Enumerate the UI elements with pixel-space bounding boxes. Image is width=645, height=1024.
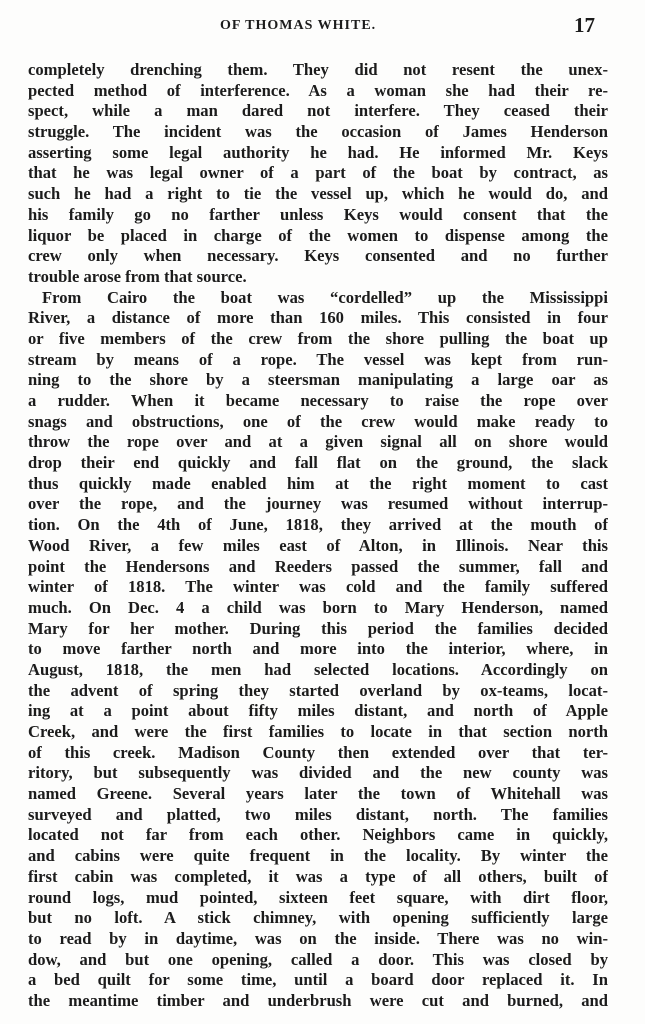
text-line: tion. On the 4th of June, 1818, they arrived at the mouth of bbox=[28, 515, 608, 535]
text-line: pected method of interference. As a woman she had their re- bbox=[28, 80, 608, 100]
text-line: ning to the shore by a steersman manipulating a large oar as bbox=[28, 370, 608, 390]
text-line: dow, and but one opening, called a door. This was closed by bbox=[28, 949, 608, 969]
text-line: that he was legal owner of a part of the boat by contract, as bbox=[28, 163, 608, 183]
text-line: located not far from each other. Neighbors came in quickly, bbox=[28, 825, 608, 845]
text-line: to move farther north and more into the interior, where, in bbox=[28, 639, 608, 659]
text-line: first cabin was completed, it was a type of all others, built of bbox=[28, 866, 608, 886]
text-line: thus quickly made enabled him at the right moment to cast bbox=[28, 473, 608, 493]
text-line: round logs, mud pointed, sixteen feet square, with dirt floor, bbox=[28, 887, 608, 907]
text-line: Creek, and were the first families to locate in that section north bbox=[28, 722, 608, 741]
text-line: crew only when necessary. Keys consented and no further bbox=[28, 246, 608, 266]
running-title: OF THOMAS WHITE. bbox=[220, 18, 377, 33]
text-line: River, a distance of more than 160 miles. This consisted in four bbox=[28, 308, 608, 328]
text-line: throw the rope over and at a given signal all on shore would bbox=[28, 432, 608, 452]
text-line: point the Hendersons and Reeders passed the summer, fall and bbox=[28, 556, 608, 576]
text-line: of this creek. Madison County then extended over that ter- bbox=[28, 742, 608, 762]
text-line: ing at a point about fifty miles distant, and north of Apple bbox=[28, 701, 608, 721]
text-line: but no loft. A stick chimney, with opening sufficiently large bbox=[28, 908, 608, 928]
text-line: drop their end quickly and fall flat on the ground, the slack bbox=[28, 453, 608, 473]
text-line: a bed quilt for some time, until a board door replaced it. In bbox=[28, 970, 608, 990]
text-line: much. On Dec. 4 a child was born to Mary Henderson, named bbox=[28, 597, 608, 617]
running-head bbox=[0, 13, 645, 37]
text-line: completely drenching them. They did not resent the unex- bbox=[28, 60, 608, 79]
text-line: surveyed and platted, two miles distant, north. The families bbox=[28, 804, 608, 824]
text-line: over the rope, and the journey was resumed without interrup- bbox=[28, 494, 608, 514]
text-line: named Greene. Several years later the town of Whitehall was bbox=[28, 784, 608, 804]
text-line: Mary for her mother. During this period the families decided bbox=[28, 618, 608, 638]
text-line: to read by in daytime, was on the inside. There was no win- bbox=[28, 928, 608, 948]
page-number: 17 bbox=[574, 13, 595, 37]
paragraph-first-line: From Cairo the boat was “cordelled” up the Mississippi bbox=[42, 287, 608, 307]
text-line: trouble arose from that source. bbox=[28, 266, 247, 286]
text-line: his family go no farther unless Keys would consent that the bbox=[28, 204, 608, 224]
body-text bbox=[28, 60, 608, 1012]
text-line: stream by means of a rope. The vessel was kept from run- bbox=[28, 349, 608, 369]
text-line: or five members of the crew from the shore pulling the boat up bbox=[28, 328, 608, 348]
text-line: winter of 1818. The winter was cold and the family suffered bbox=[28, 577, 608, 597]
text-line: snags and obstructions, one of the crew would make ready to bbox=[28, 411, 608, 431]
text-line: spect, while a man dared not interfere. They ceased their bbox=[28, 101, 608, 121]
text-line: a rudder. When it became necessary to raise the rope over bbox=[28, 391, 608, 410]
text-line: August, 1818, the men had selected locations. Accordingly on bbox=[28, 659, 608, 679]
text-line: liquor be placed in charge of the women to dispense among the bbox=[28, 225, 608, 245]
text-line: and cabins were quite frequent in the locality. By winter the bbox=[28, 846, 608, 866]
text-line: struggle. The incident was the occasion of James Henderson bbox=[28, 122, 608, 142]
text-line: the advent of spring they started overland by ox-teams, locat- bbox=[28, 680, 608, 700]
text-line: such he had a right to tie the vessel up, which he would do, and bbox=[28, 184, 608, 204]
text-line: ritory, but subsequently was divided and the new county was bbox=[28, 763, 608, 783]
text-line: Wood River, a few miles east of Alton, in Illinois. Near this bbox=[28, 535, 608, 555]
text-line: asserting some legal authority he had. He informed Mr. Keys bbox=[28, 142, 608, 162]
text-line: the meantime timber and underbrush were cut and burned, and bbox=[28, 990, 608, 1010]
